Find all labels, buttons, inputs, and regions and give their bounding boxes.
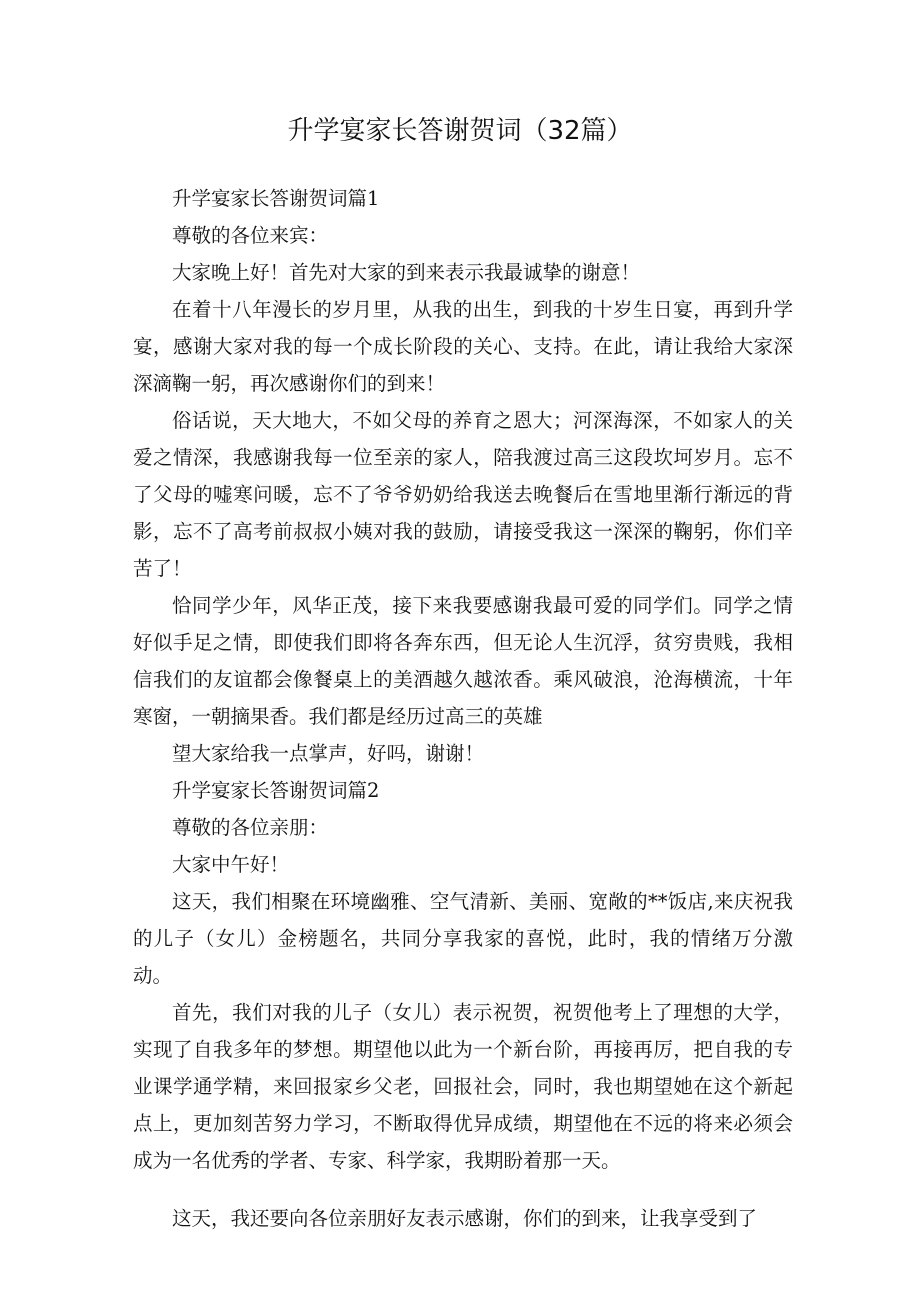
body-paragraph: 俗话说，天大地大，不如父母的养育之恩大；河深海深，不如家人的关爱之情深，我感谢我每一位至亲的家人，陪我渡过高三这段坎坷岁月。忘不了父母的嘘寒问暖，忘不了爷爷奶奶给我送去晚餐后在雪地里渐行渐远的背影，忘不了高考前叔叔小姨对我的鼓励，请接受我这一深深的鞠躬，你们辛苦了！ bbox=[133, 409, 793, 580]
salutation-paragraph: 尊敬的各位来宾： bbox=[172, 224, 329, 247]
body-paragraph: 这天，我还要向各位亲朋好友表示感谢，你们的到来，让我享受到了 bbox=[172, 1207, 758, 1230]
closing-paragraph: 望大家给我一点掌声，好吗，谢谢！ bbox=[172, 742, 485, 765]
body-paragraph: 这天，我们相聚在环境幽雅、空气清新、美丽、宽敞的**饭店,来庆祝我的儿子（女儿）金榜题名，共同分享我家的喜悦，此时，我的情绪万分激动。 bbox=[133, 890, 793, 987]
body-paragraph: 恰同学少年，风华正茂，接下来我要感谢我最可爱的同学们。同学之情好似手足之情，即使我们即将各奔东西，但无论人生沉浮，贫穷贵贱，我相信我们的友谊都会像餐桌上的美酒越久越浓香。乘风破浪，沧海横流，十年寒窗，一朝摘果香。我们都是经历过高三的英雄 bbox=[133, 594, 793, 728]
section-heading-2: 升学宴家长答谢贺词篇2 bbox=[172, 779, 380, 802]
section-heading-1: 升学宴家长答谢贺词篇1 bbox=[172, 187, 380, 210]
greeting-paragraph: 大家中午好！ bbox=[172, 853, 290, 876]
document-title: 升学宴家长答谢贺词（32篇） bbox=[287, 116, 633, 146]
body-paragraph: 首先，我们对我的儿子（女儿）表示祝贺，祝贺他考上了理想的大学，实现了自我多年的梦想。期望他以此为一个新台阶，再接再厉，把自我的专业课学通学精，来回报家乡父老，回报社会，同时，我也期望她在这个新起点上，更加刻苦努力学习，不断取得优异成绩，期望他在不远的将来必须会成为一名优秀的学者、专家、科学家，我期盼着那一天。 bbox=[133, 1001, 793, 1172]
body-paragraph: 在着十八年漫长的岁月里，从我的出生，到我的十岁生日宴，再到升学宴，感谢大家对我的每一个成长阶段的关心、支持。在此，请让我给大家深深滴鞠一躬，再次感谢你们的到来！ bbox=[133, 298, 793, 395]
salutation-paragraph: 尊敬的各位亲朋： bbox=[172, 816, 329, 839]
document-body bbox=[133, 180, 793, 1237]
greeting-paragraph: 大家晚上好！首先对大家的到来表示我最诚挚的谢意！ bbox=[172, 261, 641, 284]
